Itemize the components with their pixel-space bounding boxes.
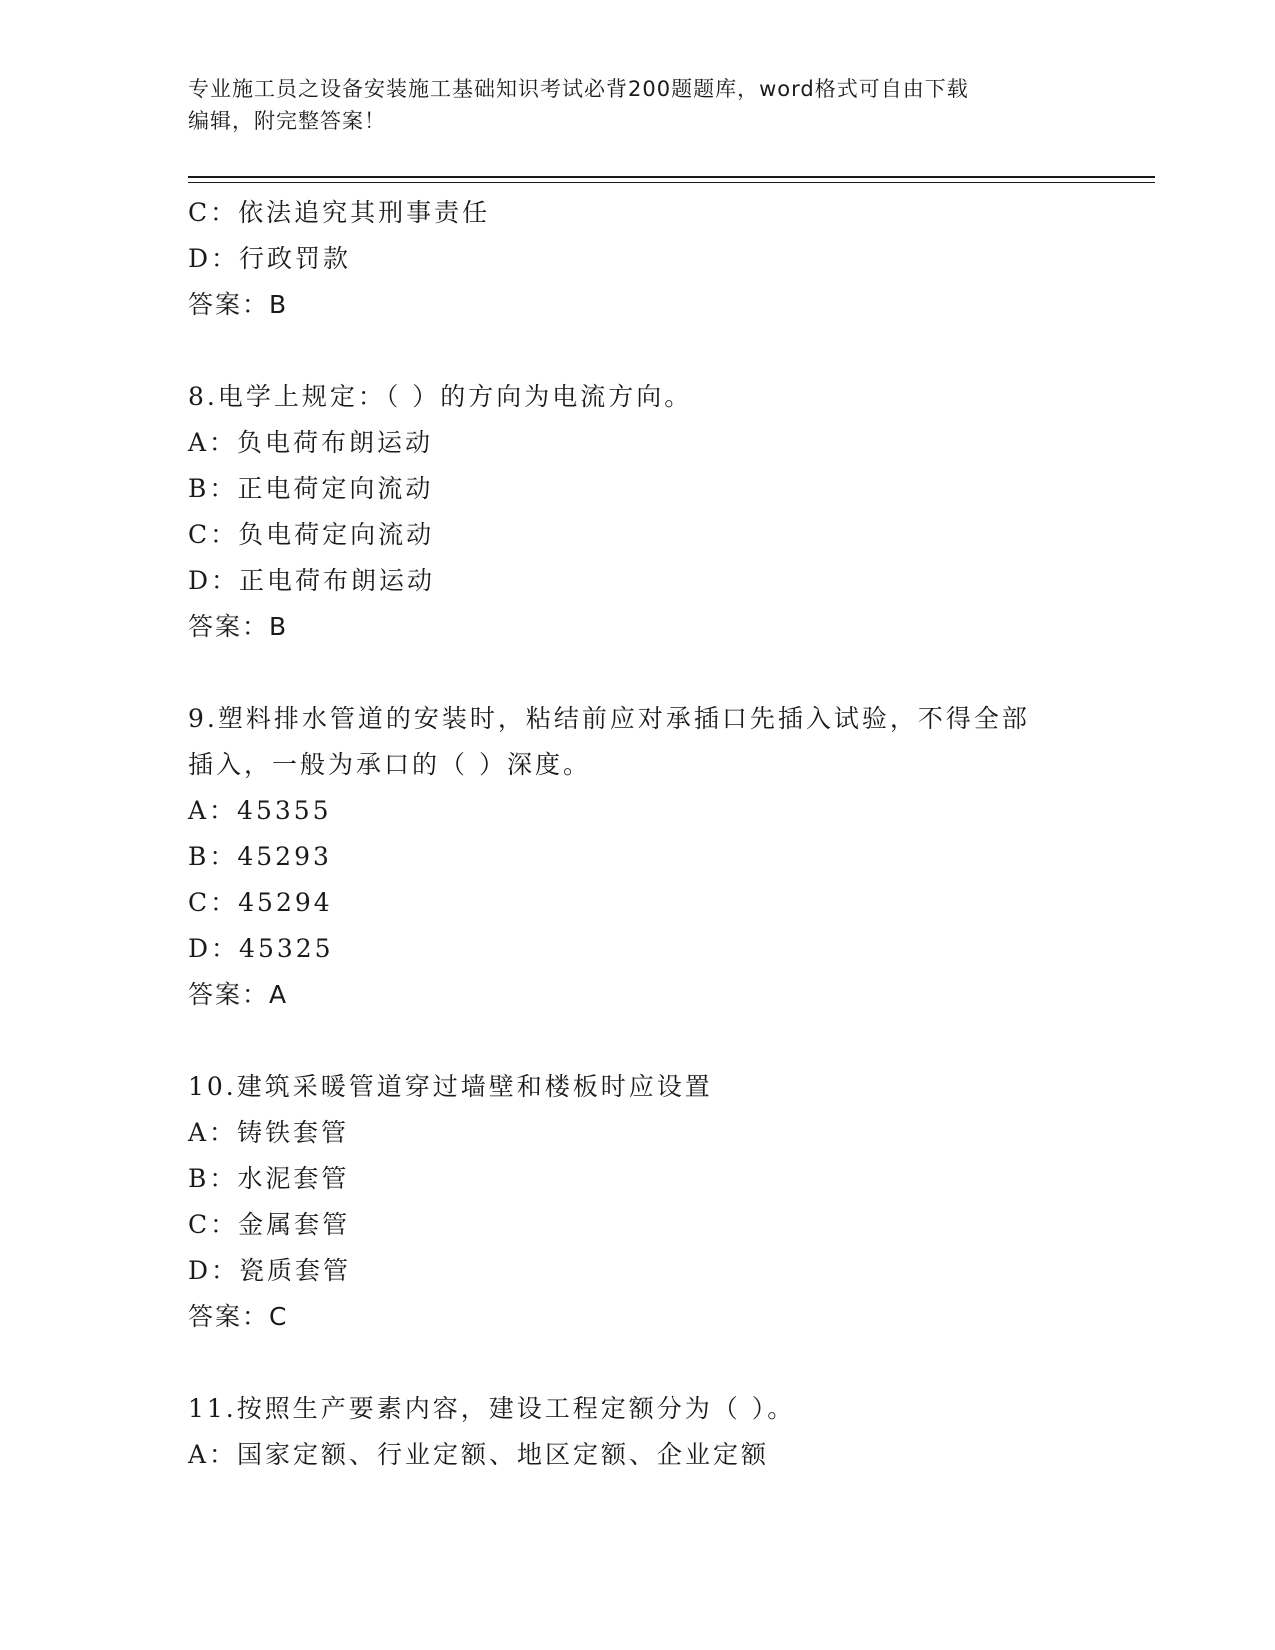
option-d: D：瓷质套管 — [188, 1256, 352, 1285]
question-stem: 11.按照生产要素内容，建设工程定额分为（ ）。 — [188, 1394, 796, 1423]
header-divider-thin — [188, 182, 1155, 183]
option-a: A：国家定额、行业定额、地区定额、企业定额 — [188, 1440, 770, 1469]
spacer — [188, 1018, 1148, 1064]
question-10 — [188, 1064, 1148, 1340]
option-c: C：依法追究其刑事责任 — [188, 198, 491, 227]
option-d: D：行政罚款 — [188, 244, 352, 273]
option-a: A：负电荷布朗运动 — [188, 428, 434, 457]
option-b: B：正电荷定向流动 — [188, 474, 434, 503]
option-b: B：45293 — [188, 842, 332, 871]
question-list — [188, 190, 1148, 1478]
document-header — [188, 73, 1088, 137]
option-a: A：45355 — [188, 796, 332, 825]
answer-line: 答案：C — [188, 1302, 289, 1331]
spacer — [188, 650, 1148, 696]
answer-line: 答案：A — [188, 980, 289, 1009]
question-7-tail — [188, 190, 1148, 328]
header-divider — [188, 176, 1155, 178]
question-11 — [188, 1386, 1148, 1478]
question-stem: 8.电学上规定：（ ）的方向为电流方向。 — [188, 382, 693, 411]
option-d: D：45325 — [188, 934, 334, 963]
question-stem: 9.塑料排水管道的安装时，粘结前应对承插口先插入试验，不得全部 — [188, 704, 1030, 733]
option-c: C：负电荷定向流动 — [188, 520, 435, 549]
spacer — [188, 1340, 1148, 1386]
question-stem: 10.建筑采暖管道穿过墙壁和楼板时应设置 — [188, 1072, 713, 1101]
option-c: C：45294 — [188, 888, 333, 917]
question-8 — [188, 374, 1148, 650]
header-line: 编辑，附完整答案！ — [188, 109, 386, 133]
option-d: D：正电荷布朗运动 — [188, 566, 436, 595]
question-stem: 插入，一般为承口的（ ）深度。 — [188, 750, 591, 779]
question-9 — [188, 696, 1148, 1018]
option-c: C：金属套管 — [188, 1210, 351, 1239]
option-a: A：铸铁套管 — [188, 1118, 350, 1147]
answer-line: 答案：B — [188, 612, 289, 641]
header-line: 专业施工员之设备安装施工基础知识考试必背200题题库，word格式可自由下载 — [188, 77, 969, 101]
option-b: B：水泥套管 — [188, 1164, 350, 1193]
answer-line: 答案：B — [188, 290, 289, 319]
spacer — [188, 328, 1148, 374]
